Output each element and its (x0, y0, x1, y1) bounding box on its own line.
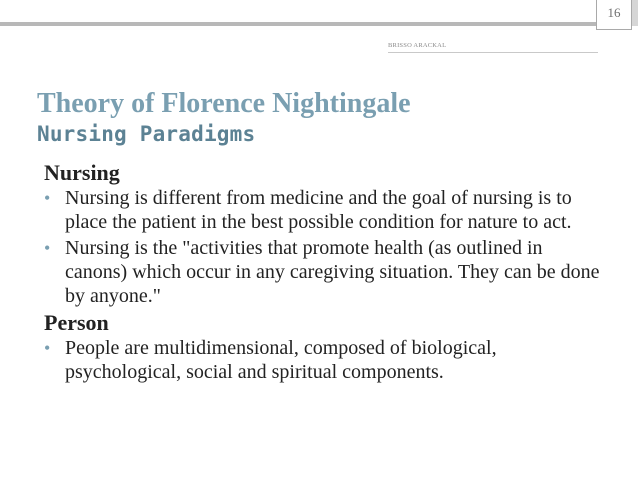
slide-content (44, 160, 604, 386)
bullet-icon: • (44, 238, 51, 258)
bullet-text: People are multidimensional, composed of biological, psychological, social and spiritual components. (65, 337, 497, 383)
section-heading-nursing: Nursing (44, 160, 120, 185)
top-bar (0, 0, 638, 26)
bullet-icon: • (44, 338, 51, 358)
author-divider (388, 52, 598, 53)
page-number: 16 (607, 5, 621, 20)
bullet-item (44, 236, 604, 308)
slide-title: Theory of Florence Nightingale (37, 88, 411, 119)
bullet-text: Nursing is the "activities that promote health (as outlined in canons) which occur in any caregiving situation. They can be done by anyone." (65, 237, 600, 307)
bullet-item (44, 186, 604, 234)
slide-subtitle: Nursing Paradigms (37, 122, 256, 146)
author-label: BRISSO ARACKAL (388, 42, 447, 49)
bullet-icon: • (44, 188, 51, 208)
bullet-item (44, 336, 604, 384)
top-bar-background (0, 0, 596, 22)
bullet-text: Nursing is different from medicine and the goal of nursing is to place the patient in the best possible condition for nature to act. (65, 187, 572, 233)
section-heading-person: Person (44, 310, 109, 335)
